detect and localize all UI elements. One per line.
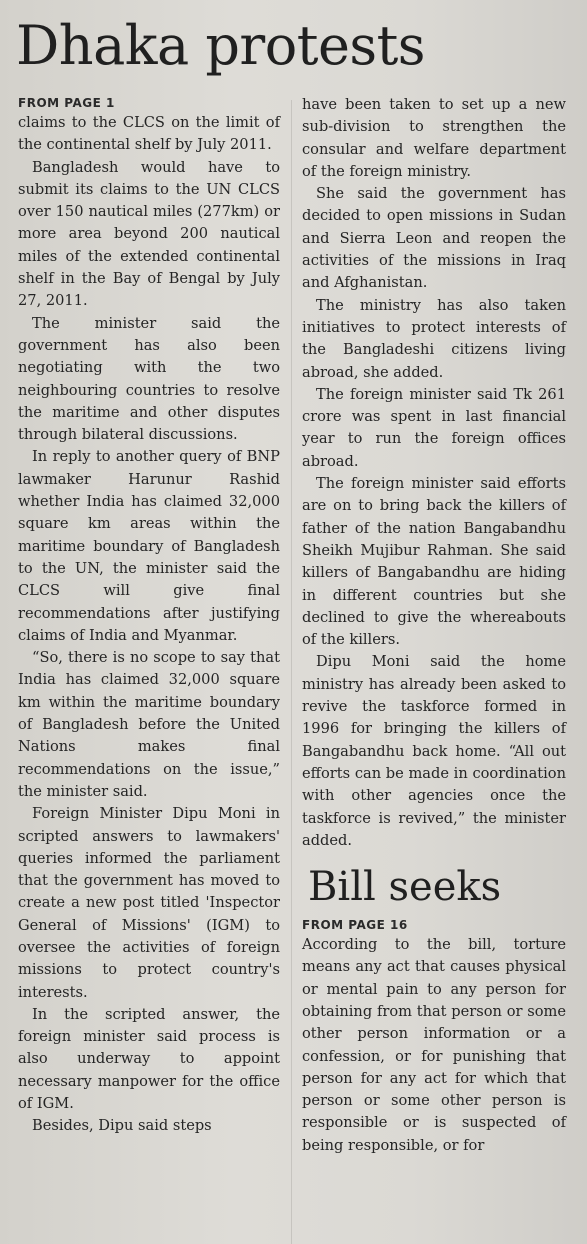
story1-paragraph: In the scripted answer, the foreign minister said process is also underway to appoint necessary manpower for the office of IGM.	[18, 1005, 280, 1113]
story2-paragraph: According to the bill, torture means any act that causes physical or mental pain to any person for obtaining from that person or some other person information or a confession, or for punishing that person for any act for which that person or some other person is responsible or is suspected of being responsible, or for	[302, 936, 566, 1154]
kicker-from-page-1: FROM PAGE 1	[18, 96, 115, 110]
story1-paragraph: The foreign minister said Tk 261 crore was spent in last financial year to run the foreign offices abroad.	[302, 385, 566, 470]
story1-paragraph: She said the government has decided to open missions in Sudan and Sierra Leon and reopen the activities of the missions in Iraq and Afghanistan.	[302, 185, 566, 292]
story1-paragraph: claims to the CLCS on the limit of the continental shelf by July 2011.	[18, 114, 280, 154]
story1-paragraph: The minister said the government has also been negotiating with the two neighbouring countries to resolve the maritime and other disputes through bilateral discussions.	[18, 314, 280, 444]
column-divider	[291, 100, 292, 1244]
headline-bill-seeks: Bill seeks	[308, 864, 502, 911]
kicker-from-page-16: FROM PAGE 16	[302, 918, 408, 933]
story1-paragraph: Bangladesh would have to submit its claims to the UN CLCS over 150 nautical miles (277km) or more area beyond 200 nautical miles of the extended continental shelf in the Bay of Bengal by July 27, 2011.	[18, 158, 280, 310]
headline-dhaka-protests: Dhaka protests	[16, 14, 426, 77]
story1-paragraph: Besides, Dipu said steps	[32, 1117, 212, 1135]
story1-paragraph: The ministry has also taken initiatives to protect interests of the Bangladeshi citizens living abroad, she added.	[302, 296, 566, 381]
story1-paragraph: “So, there is no scope to say that India has claimed 32,000 square km within the maritime boundary of Bangladesh before the United Nations makes final recommendations on the issue,” the minister said.	[18, 649, 280, 800]
story1-right-column	[302, 94, 566, 1157]
story1-paragraph: Foreign Minister Dipu Moni in scripted answers to lawmakers' queries informed the parliament that the government has moved to create a new post titled 'Inspector General of Missions' (IGM) to oversee the activities of foreign missions to protect country's interests.	[18, 805, 280, 1001]
story1-left-column	[18, 94, 280, 1138]
story1-paragraph: The foreign minister said efforts are on to bring back the killers of father of the nation Bangabandhu Sheikh Mujibur Rahman. She said killers of Bangabandhu are hiding in different countries but she declined to give the whereabouts of the killers.	[302, 475, 566, 649]
story1-paragraph: In reply to another query of BNP lawmaker Harunur Rashid whether India has claimed 32,000 square km areas within the maritime boundary of Bangladesh to the UN, the minister said the CLCS will give final recommendations after justifying claims of India and Myanmar.	[18, 448, 280, 644]
story1-paragraph: have been taken to set up a new sub-division to strengthen the consular and welfare department of the foreign ministry.	[302, 96, 566, 180]
story1-paragraph: Dipu Moni said the home ministry has already been asked to revive the taskforce formed in 1996 for bringing the killers of Bangabandhu back home. “All out efforts can be made in coordination with other agencies once the taskforce is revived,” the minister added.	[302, 653, 566, 849]
